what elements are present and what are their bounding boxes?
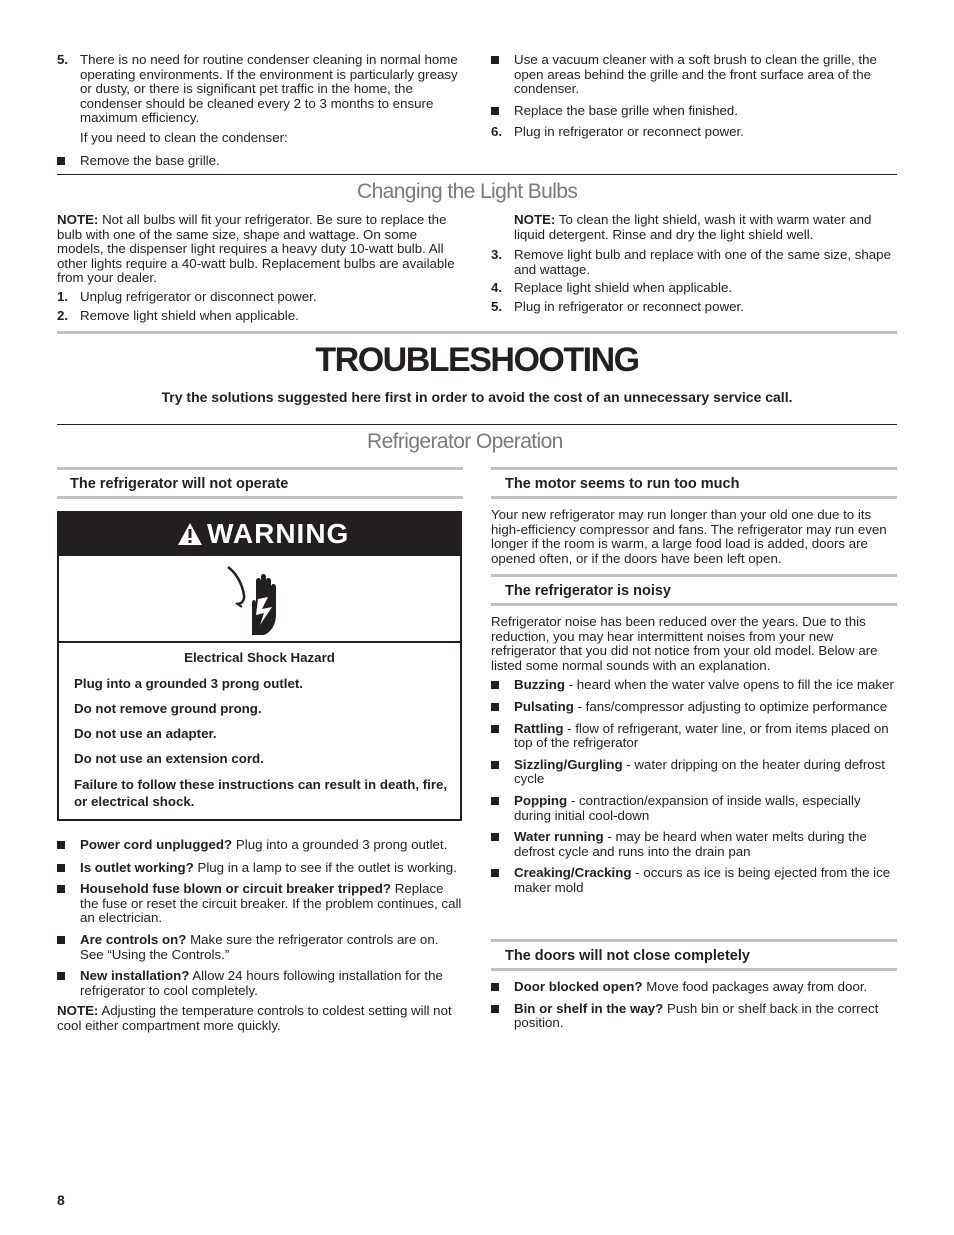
noise-item: Water running - may be heard when water melts during the defrost cycle and runs into the drain pan <box>491 830 899 859</box>
bullet-square-icon <box>57 841 65 849</box>
subhead-bottom-rule <box>491 603 897 606</box>
bulbs-right-column <box>491 213 896 315</box>
step-text: Plug in refrigerator or reconnect power. <box>514 124 744 140</box>
subhead-bottom-rule <box>491 968 897 971</box>
noise-item: Buzzing - heard when the water valve opens to fill the ice maker <box>491 678 899 693</box>
bullet-item: New installation? Allow 24 hours following installation for the refrigerator to cool completely. <box>57 969 465 998</box>
step-3 <box>491 248 896 277</box>
noise-item: Popping - contraction/expansion of inside walls, especially during initial cool-down <box>491 794 899 823</box>
divider <box>57 174 897 175</box>
step-number: 3. <box>491 247 503 263</box>
noisy-text: Refrigerator noise has been reduced over the years. Due to this reduction, you may hear intermittent noises from your new refrigerator that you did not notice from your old model. Below are listed some normal sounds with an explanation. <box>491 614 878 673</box>
page-number: 8 <box>57 1192 65 1208</box>
warning-line: Do not use an adapter. <box>74 726 217 741</box>
step-text: Remove light bulb and replace with one of the same size, shape and wattage. <box>514 247 891 277</box>
bullet-item: Is outlet working? Plug in a lamp to see if the outlet is working. <box>57 861 465 876</box>
motor-text: Your new refrigerator may run longer than your old one due to its high-efficiency compressor and fans. The refrigerator may run even longer if the room is warm, a large food load is added, doors are opened often, or if the doors have been left open. <box>491 507 887 566</box>
subhead-motor: The motor seems to run too much <box>505 476 740 492</box>
note-paragraph <box>491 213 896 242</box>
step-text: Replace light shield when applicable. <box>514 280 733 296</box>
bullet-square-icon <box>491 983 499 991</box>
clean-condenser-intro: If you need to clean the condenser: <box>80 129 288 145</box>
noisy-section <box>491 615 899 896</box>
bullet-square-icon <box>57 157 65 165</box>
bullet-item <box>491 104 896 119</box>
subhead-top-rule <box>57 467 463 470</box>
top-left-column <box>57 53 462 168</box>
step-5 <box>491 300 896 315</box>
bullet-square-icon <box>57 936 65 944</box>
note-paragraph: NOTE: Adjusting the temperature controls to coldest setting will not cool either compartment more quickly. <box>57 1003 452 1033</box>
warning-box <box>57 511 462 821</box>
step-number: 5. <box>57 52 69 67</box>
page-title: TROUBLESHOOTING <box>315 341 639 379</box>
warning-line: Plug into a grounded 3 prong outlet. <box>74 676 303 691</box>
step-1 <box>57 290 465 305</box>
note-text: Not all bulbs will fit your refrigerator. Be sure to replace the bulb with one of the same size, shape and wattage. On some models, the dispenser light requires a heavy duty 10-watt bulb. All other lights require a 40-watt bulb. Replacement bulbs are available from your dealer. <box>57 212 455 286</box>
bullet-item: Are controls on? Make sure the refrigerator controls are on. See “Using the Controls.” <box>57 933 465 962</box>
step-text: Unplug refrigerator or disconnect power. <box>80 288 317 304</box>
step-4 <box>491 281 896 296</box>
hazard-title: Electrical Shock Hazard <box>184 650 335 665</box>
bullet-item: Household fuse blown or circuit breaker tripped? Replace the fuse or reset the circuit breaker. If the problem continues, call an electrician. <box>57 882 465 926</box>
step-number: 2. <box>57 307 69 323</box>
doors-section <box>491 980 899 1031</box>
noise-item: Sizzling/Gurgling - water dripping on the heater during defrost cycle <box>491 758 899 787</box>
bullet-text: Replace the base grille when finished. <box>514 102 738 118</box>
step-number: 1. <box>57 288 69 304</box>
step-text: Remove light shield when applicable. <box>80 307 299 323</box>
bullet-item: Power cord unplugged? Plug into a grounded 3 prong outlet. <box>57 838 465 853</box>
step-number: 4. <box>491 280 503 296</box>
bullet-square-icon <box>57 864 65 872</box>
warning-line: Do not use an extension cord. <box>74 751 264 766</box>
top-right-column <box>491 53 896 140</box>
step-text: Plug in refrigerator or reconnect power. <box>514 298 744 314</box>
warning-header <box>59 513 460 556</box>
subhead-doors: The doors will not close completely <box>505 948 750 964</box>
step-text: There is no need for routine condenser cleaning in normal home operating environments. If the environment is particularly greasy or dusty, or there is significant pet traffic in the home, the condenser should be cleaned every 2 to 3 months to ensure maximum efficiency. <box>80 52 458 126</box>
warning-line: Do not remove ground prong. <box>74 701 262 716</box>
noise-item: Rattling - flow of refrigerant, water line, or from items placed on top of the refrigerator <box>491 722 899 751</box>
bullet-square-icon <box>491 869 499 877</box>
bullet-square-icon <box>491 56 499 64</box>
door-item: Door blocked open? Move food packages away from door. <box>491 980 899 995</box>
step-number: 5. <box>491 298 503 314</box>
bullet-square-icon <box>491 703 499 711</box>
subhead-top-rule <box>491 939 897 942</box>
warning-divider <box>59 641 460 643</box>
step-number: 6. <box>491 124 503 140</box>
electrical-shock-hand-icon <box>222 563 292 639</box>
subhead-will-not-operate: The refrigerator will not operate <box>70 476 289 492</box>
step-6 <box>491 125 896 140</box>
subhead-top-rule <box>491 467 897 470</box>
bullet-text: Remove the base grille. <box>80 152 220 168</box>
bullet-item <box>57 154 462 169</box>
bullet-square-icon <box>491 681 499 689</box>
intro-text: Try the solutions suggested here first in order to avoid the cost of an unnecessary service call. <box>161 389 793 405</box>
note-paragraph <box>57 213 465 286</box>
step-2 <box>57 309 465 324</box>
bullet-square-icon <box>491 107 499 115</box>
warning-line: Failure to follow these instructions can result in death, fire, or electrical shock. <box>74 777 448 809</box>
bullet-square-icon <box>491 1005 499 1013</box>
note-label: NOTE: <box>57 212 99 227</box>
warning-triangle-icon <box>177 522 203 546</box>
bullet-square-icon <box>491 725 499 733</box>
bulbs-left-column <box>57 213 465 323</box>
note-text: To clean the light shield, wash it with warm water and liquid detergent. Rinse and dry the light shield well. <box>514 212 872 242</box>
bullet-square-icon <box>57 885 65 893</box>
divider <box>57 424 897 425</box>
section-title-light-bulbs: Changing the Light Bulbs <box>357 180 578 203</box>
door-item: Bin or shelf in the way? Push bin or shelf back in the correct position. <box>491 1002 899 1031</box>
bullet-square-icon <box>491 761 499 769</box>
bullet-item <box>491 53 896 97</box>
warning-label: WARNING <box>207 518 350 549</box>
subhead-noisy: The refrigerator is noisy <box>505 583 671 599</box>
bullet-square-icon <box>491 833 499 841</box>
note-label: NOTE: <box>514 212 556 227</box>
noise-item: Creaking/Cracking - occurs as ice is being ejected from the ice maker mold <box>491 866 899 895</box>
bullet-text: Use a vacuum cleaner with a soft brush to clean the grille, the open areas behind the grille and the front surface area of the condenser. <box>514 52 877 97</box>
noise-item: Pulsating - fans/compressor adjusting to optimize performance <box>491 700 899 715</box>
subhead-bottom-rule <box>57 496 463 499</box>
bullet-square-icon <box>491 797 499 805</box>
section-title-refrigerator-operation: Refrigerator Operation <box>367 430 563 453</box>
subhead-bottom-rule <box>491 496 897 499</box>
bullet-square-icon <box>57 972 65 980</box>
divider-thick <box>57 331 897 334</box>
subhead-top-rule <box>491 574 897 577</box>
step-5 <box>57 53 462 126</box>
operate-solutions <box>57 838 465 1034</box>
